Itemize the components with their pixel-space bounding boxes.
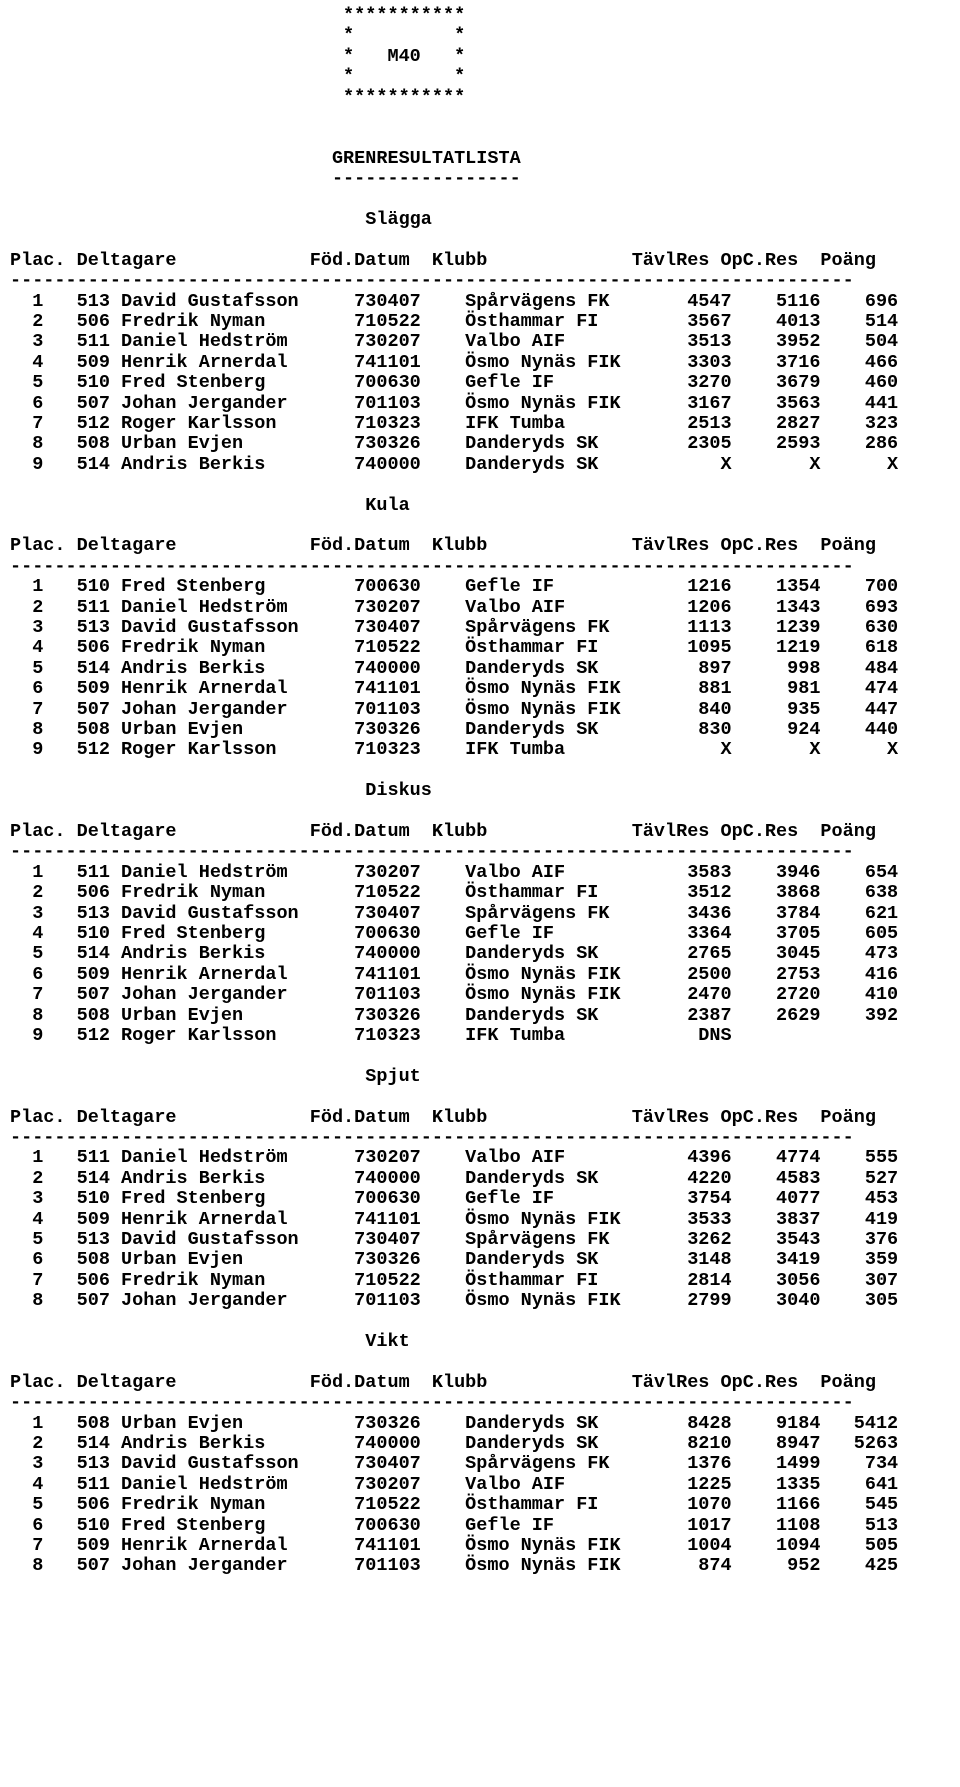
- table-row: 2 511 Daniel Hedström 730207 Valbo AIF 1206 1343 693: [10, 596, 899, 618]
- table-row: 3 510 Fred Stenberg 700630 Gefle IF 3754 4077 453: [10, 1188, 899, 1210]
- table-row: 7 509 Henrik Arnerdal 741101 Ösmo Nynäs FIK 1004 1094 505: [10, 1535, 899, 1556]
- table-row: 6 510 Fred Stenberg 700630 Gefle IF 1017 1108 513: [10, 1514, 899, 1536]
- table-row: 9 512 Roger Karlsson 710323 IFK Tumba DNS: [10, 1025, 732, 1046]
- table-row: 3 511 Daniel Hedström 730207 Valbo AIF 3513 3952 504: [10, 331, 899, 353]
- table-row: 6 508 Urban Evjen 730326 Danderyds SK 3148 3419 359: [10, 1249, 899, 1271]
- header-box-line: * M40 *: [10, 45, 466, 67]
- column-header-row: Plac. Deltagare Föd.Datum Klubb TävlRes OpC.Res Poäng: [10, 249, 876, 271]
- event-title: Diskus: [10, 780, 432, 802]
- event-title: Spjut: [10, 1065, 421, 1087]
- table-row: 4 509 Henrik Arnerdal 741101 Ösmo Nynäs FIK 3533 3837 419: [10, 1208, 899, 1230]
- table-row: 5 514 Andris Berkis 740000 Danderyds SK 897 998 484: [10, 657, 899, 679]
- table-row: 5 510 Fred Stenberg 700630 Gefle IF 3270 3679 460: [10, 372, 899, 394]
- table-row: 1 513 David Gustafsson 730407 Spårvägens FK 4547 5116 696: [10, 290, 899, 312]
- separator-line: ----------------------------------------------------------------------------: [10, 270, 854, 292]
- table-row: 4 506 Fredrik Nyman 710522 Östhammar FI 1095 1219 618: [10, 637, 899, 659]
- table-row: 2 514 Andris Berkis 740000 Danderyds SK 4220 4583 527: [10, 1167, 899, 1189]
- column-header-row: Plac. Deltagare Föd.Datum Klubb TävlRes OpC.Res Poäng: [10, 821, 876, 842]
- table-row: 6 509 Henrik Arnerdal 741101 Ösmo Nynäs FIK 881 981 474: [10, 678, 899, 700]
- table-row: 5 506 Fredrik Nyman 710522 Östhammar FI 1070 1166 545: [10, 1494, 899, 1516]
- separator-line: ----------------------------------------------------------------------------: [10, 1392, 854, 1414]
- table-row: 1 508 Urban Evjen 730326 Danderyds SK 8428 9184 5412: [10, 1412, 899, 1434]
- table-row: 7 507 Johan Jergander 701103 Ösmo Nynäs FIK 2470 2720 410: [10, 984, 899, 1006]
- table-row: 7 507 Johan Jergander 701103 Ösmo Nynäs FIK 840 935 447: [10, 698, 899, 720]
- table-row: 1 511 Daniel Hedström 730207 Valbo AIF 4396 4774 555: [10, 1147, 899, 1169]
- event-title: Vikt: [10, 1331, 410, 1352]
- header-box-line: * *: [10, 66, 466, 88]
- column-header-row: Plac. Deltagare Föd.Datum Klubb TävlRes OpC.Res Poäng: [10, 535, 876, 557]
- table-row: 6 507 Johan Jergander 701103 Ösmo Nynäs FIK 3167 3563 441: [10, 392, 899, 414]
- table-row: 2 506 Fredrik Nyman 710522 Östhammar FI 3512 3868 638: [10, 882, 899, 904]
- header-box-line: ***********: [10, 86, 466, 108]
- table-row: 3 513 David Gustafsson 730407 Spårvägens FK 1113 1239 630: [10, 617, 899, 638]
- column-header-row: Plac. Deltagare Föd.Datum Klubb TävlRes OpC.Res Poäng: [10, 1106, 876, 1128]
- table-row: 2 514 Andris Berkis 740000 Danderyds SK 8210 8947 5263: [10, 1433, 899, 1454]
- table-row: 7 506 Fredrik Nyman 710522 Östhammar FI 2814 3056 307: [10, 1269, 899, 1291]
- table-row: 1 510 Fred Stenberg 700630 Gefle IF 1216 1354 700: [10, 576, 899, 598]
- table-row: 4 509 Henrik Arnerdal 741101 Ösmo Nynäs FIK 3303 3716 466: [10, 351, 899, 373]
- event-title: Slägga: [10, 209, 432, 230]
- table-row: 8 508 Urban Evjen 730326 Danderyds SK 2305 2593 286: [10, 433, 899, 455]
- table-row: 2 506 Fredrik Nyman 710522 Östhammar FI 3567 4013 514: [10, 311, 899, 332]
- table-row: 3 513 David Gustafsson 730407 Spårvägens FK 1376 1499 734: [10, 1453, 899, 1475]
- separator-line: ----------------------------------------------------------------------------: [10, 841, 854, 863]
- table-row: 7 512 Roger Karlsson 710323 IFK Tumba 2513 2827 323: [10, 413, 899, 434]
- event-title: Kula: [10, 494, 410, 516]
- table-row: 9 514 Andris Berkis 740000 Danderyds SK X X X: [10, 453, 899, 475]
- header-box-line: ***********: [10, 5, 466, 26]
- table-row: 4 511 Daniel Hedström 730207 Valbo AIF 1225 1335 641: [10, 1473, 899, 1495]
- column-header-row: Plac. Deltagare Föd.Datum Klubb TävlRes OpC.Res Poäng: [10, 1371, 876, 1393]
- table-row: 1 511 Daniel Hedström 730207 Valbo AIF 3583 3946 654: [10, 861, 899, 883]
- table-row: 6 509 Henrik Arnerdal 741101 Ösmo Nynäs FIK 2500 2753 416: [10, 963, 899, 985]
- table-row: 5 514 Andris Berkis 740000 Danderyds SK 2765 3045 473: [10, 943, 899, 965]
- table-row: 8 508 Urban Evjen 730326 Danderyds SK 2387 2629 392: [10, 1004, 899, 1026]
- table-row: 8 508 Urban Evjen 730326 Danderyds SK 830 924 440: [10, 719, 899, 740]
- page-title: GRENRESULTATLISTA: [10, 147, 521, 169]
- table-row: 5 513 David Gustafsson 730407 Spårvägens FK 3262 3543 376: [10, 1229, 899, 1250]
- table-row: 4 510 Fred Stenberg 700630 Gefle IF 3364 3705 605: [10, 923, 899, 944]
- separator-line: ----------------------------------------------------------------------------: [10, 555, 854, 577]
- table-row: 8 507 Johan Jergander 701103 Ösmo Nynäs FIK 2799 3040 305: [10, 1290, 899, 1312]
- table-row: 3 513 David Gustafsson 730407 Spårvägens FK 3436 3784 621: [10, 902, 899, 924]
- title-underline: -----------------: [10, 168, 521, 190]
- table-row: 8 507 Johan Jergander 701103 Ösmo Nynäs FIK 874 952 425: [10, 1555, 899, 1577]
- header-box-line: * *: [10, 25, 466, 47]
- separator-line: ----------------------------------------------------------------------------: [10, 1127, 854, 1148]
- table-row: 9 512 Roger Karlsson 710323 IFK Tumba X X X: [10, 739, 899, 761]
